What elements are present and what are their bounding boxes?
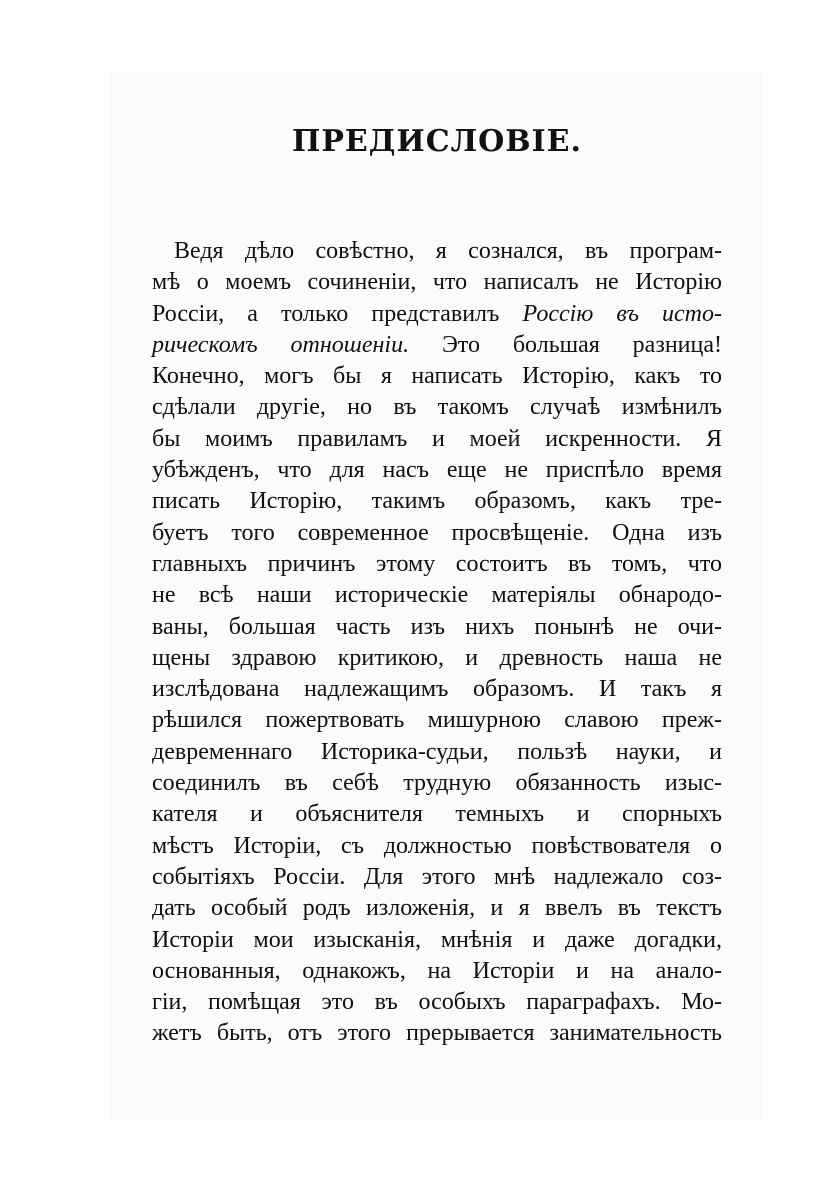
text-line: сдѣлали другіе, но въ такомъ случаѣ измѣнилъ xyxy=(152,394,722,421)
text-line: гіи, помѣщая это въ особыхъ параграфахъ. Мо- xyxy=(152,989,722,1016)
text-line: Исторіи мои изысканія, мнѣнія и даже догадки, xyxy=(152,926,722,953)
text-line: кателя и объяснителя темныхъ и спорныхъ xyxy=(152,801,722,828)
text-line: изслѣдована надлежащимъ образомъ. И такъ я xyxy=(152,676,722,703)
text-line: писать Исторію, такимъ образомъ, какъ тре- xyxy=(152,488,722,515)
text-line: событіяхъ Россіи. Для этого мнѣ надлежало соз- xyxy=(152,863,722,890)
text-line: девременнаго Историка-судьи, пользѣ науки, и xyxy=(152,738,722,765)
page-title: ПРЕДИСЛОВІЕ. xyxy=(291,124,582,159)
text-line: рѣшился пожертвовать мишурною славою преж- xyxy=(152,707,722,734)
text-segment: Россіи, а только представилъ xyxy=(152,300,500,327)
text-line: не всѣ наши историческіе матеріялы обнародо- xyxy=(152,582,722,609)
text-line: основанныя, однакожъ, на Исторіи и на анало- xyxy=(152,957,722,984)
text-line: щены здравою критикою, и древность наша не xyxy=(152,644,722,671)
text-line: буетъ того современное просвѣщеніе. Одна изъ xyxy=(152,519,722,546)
text-line: Конечно, могъ бы я написать Исторію, какъ то xyxy=(152,363,722,390)
text-line: бы моимъ правиламъ и моей искренности. Я xyxy=(152,425,722,452)
text-line: убѣжденъ, что для насъ еще не приспѣло время xyxy=(152,457,722,484)
text-line: мѣстъ Исторіи, съ должностью повѣствователя о xyxy=(152,832,722,859)
text-line xyxy=(152,330,722,361)
text-line: жетъ быть, отъ этого прерывается занимательность xyxy=(152,1020,722,1047)
text-segment: Это большая разница! xyxy=(441,331,722,358)
text-line xyxy=(152,299,722,330)
text-line: Ведя дѣло совѣстно, я сознался, въ програм- xyxy=(174,238,722,264)
text-line: мѣ о моемъ сочиненіи, что написалъ не Исторію xyxy=(152,269,722,296)
text-line: соединилъ въ себѣ трудную обязанность изыс- xyxy=(152,770,722,797)
italic-text: Россію въ исто- xyxy=(522,300,722,327)
preface-text xyxy=(152,236,722,1050)
text-line: дать особый родъ изложенія, и я ввелъ въ текстъ xyxy=(152,895,722,922)
text-line: главныхъ причинъ этому состоитъ въ томъ, что xyxy=(152,550,722,577)
text-line: ваны, большая часть изъ нихъ понынѣ не очи- xyxy=(152,613,722,640)
italic-text: рическомъ отношеніи. xyxy=(152,331,410,358)
